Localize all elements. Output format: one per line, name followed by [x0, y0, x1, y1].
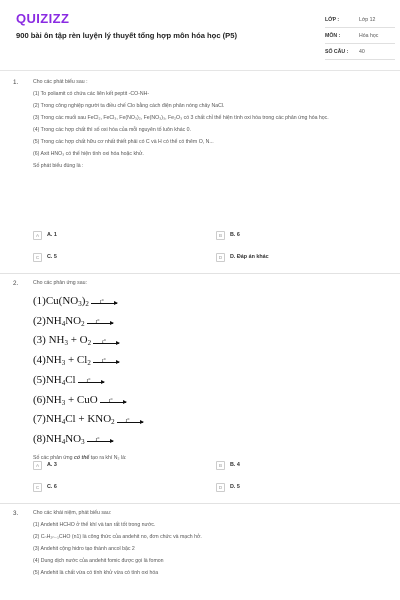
option-checkbox[interactable]: A [33, 461, 42, 470]
reaction-reactants [33, 313, 85, 333]
option-b[interactable] [216, 229, 240, 241]
option-label: D. Đáp án khác [230, 254, 269, 260]
subscript: 3 [64, 339, 68, 348]
reaction-arrow-icon [117, 417, 143, 424]
meta-row-count [325, 44, 395, 60]
reaction-reactants [33, 392, 98, 412]
subscript: 2 [85, 300, 89, 308]
reaction-part: (1)Cu(NO [33, 295, 79, 307]
reaction-line [33, 293, 388, 313]
subscript: 4 [61, 378, 66, 387]
subscript: 2 [87, 339, 92, 348]
option-checkbox[interactable]: B [216, 231, 225, 240]
reaction-arrow-icon [93, 358, 119, 365]
statement: (2) Trong công nghiệp người ta điều chế Clo bằng cách điện phân nóng chảy NaCl. [33, 103, 225, 109]
reaction-part: (3) NH [33, 334, 65, 347]
question-body [33, 280, 388, 467]
reaction-part: NO [65, 432, 82, 445]
heat-label: t° [108, 397, 113, 404]
statement: (3) Trong các muối sau FeCl₂, FeCl₃, Fe(NO₃)₂, Fe(NO₃)₃, Fe₂O₃ có 3 chất chỉ thể hiện tính oxi hóa trong các phản ứng hóa học. [33, 115, 329, 121]
reaction-line [33, 411, 388, 431]
option-checkbox[interactable]: C [33, 483, 42, 492]
question-prompt: Cho các phản ứng sau: [33, 280, 87, 286]
question-number: 2. [13, 280, 19, 287]
meta-value: Hóa học [359, 32, 379, 39]
option-d[interactable] [216, 251, 269, 263]
meta-row-class [325, 12, 395, 28]
subscript: 2 [111, 418, 115, 427]
reaction-part: (2)NH [33, 314, 62, 327]
reaction-line [33, 392, 388, 412]
divider [0, 273, 400, 274]
option-checkbox[interactable]: B [216, 461, 225, 470]
reaction-part: Cl [65, 373, 76, 386]
reaction-part: ) [81, 295, 86, 307]
reaction-reactants [33, 411, 115, 431]
heat-label: t° [125, 417, 130, 424]
option-a[interactable] [33, 459, 57, 471]
meta-label: SỐ CÂU : [325, 48, 349, 55]
subscript: 3 [78, 300, 82, 308]
reaction-arrow-icon [100, 397, 126, 404]
heat-label: t° [95, 319, 100, 326]
option-label: C. 5 [47, 254, 57, 260]
reaction-arrow-icon [87, 437, 113, 444]
subscript: 3 [81, 437, 85, 446]
heat-label: t° [102, 338, 106, 345]
subscript: 2 [87, 359, 91, 368]
option-c[interactable] [33, 251, 57, 263]
reaction-part: (8)NH [33, 432, 62, 445]
reaction-part: + CuO [65, 393, 98, 406]
reaction-reactants [33, 431, 85, 451]
option-c[interactable] [33, 481, 57, 493]
worksheet-meta [325, 12, 395, 60]
question-ask-pre: Số các phản ứng [33, 454, 74, 461]
reaction-part: + O [67, 334, 88, 347]
reaction-part: + Cl [65, 354, 88, 367]
statement: (5) Trong các hợp chất hữu cơ nhất thiết phải có C và H có thể có thêm O, N... [33, 139, 214, 145]
subscript: 4 [61, 418, 66, 427]
heat-label: t° [95, 437, 100, 444]
divider [0, 503, 400, 504]
reaction-part: (4)NH [33, 354, 62, 367]
reaction-part: Cl + KNO [65, 413, 112, 426]
statement: (5) Andehit là chất vừa có tính khử vừa có tính oxi hóa [33, 570, 159, 576]
subscript: 3 [61, 398, 66, 407]
option-checkbox[interactable]: D [216, 483, 225, 492]
reaction-part: (5)NH [33, 373, 62, 386]
reaction-line [33, 313, 388, 333]
option-label: B. 6 [230, 232, 240, 238]
reaction-reactants [33, 352, 91, 372]
statement: (2) CₙH₂ₙ₋₁CHO (n1) là công thức của andehit no, đơn chức và mạch hở. [33, 534, 202, 540]
meta-label: MÔN : [325, 32, 341, 39]
question-body [33, 510, 388, 582]
statement: (3) Andehit cộng hidro tạo thành ancol bậc 2 [33, 546, 135, 552]
question-body [33, 79, 388, 175]
option-label: B. 4 [230, 462, 240, 468]
reaction-line [33, 352, 388, 372]
reaction-reactants [33, 332, 91, 352]
question-prompt: Cho các khái niệm, phát biểu sau: [33, 510, 112, 516]
reaction-line [33, 372, 388, 392]
subscript: 2 [81, 319, 85, 328]
option-label: D. 5 [230, 484, 240, 490]
option-label: A. 3 [47, 462, 57, 468]
option-checkbox[interactable]: D [216, 253, 225, 262]
heat-label: t° [101, 358, 106, 365]
reaction-reactants [33, 372, 76, 392]
reaction-part: NO [65, 314, 82, 327]
reaction-line [33, 332, 388, 352]
subscript: 3 [61, 359, 66, 368]
reaction-arrow-icon [78, 378, 104, 385]
meta-label: LỚP : [325, 16, 340, 23]
option-d[interactable] [216, 481, 240, 493]
heat-label: t° [86, 378, 91, 385]
reaction-part: (6)NH [33, 393, 62, 406]
reaction-reactants [33, 293, 89, 313]
question-ask: Số phát biểu đúng là : [33, 163, 84, 169]
worksheet-title: 900 bài ôn tập rèn luyện lý thuyết tổng hợp môn hóa học (P5) [16, 31, 237, 40]
meta-row-subject [325, 28, 395, 44]
quizizz-logo[interactable]: QUIZIZZ [16, 11, 70, 26]
option-a[interactable] [33, 229, 57, 241]
worksheet-header [0, 0, 400, 71]
subscript: 4 [61, 319, 66, 328]
reaction-line [33, 431, 388, 451]
statement: (1) Andehit HCHO ở thể khí và tan rất tốt trong nước. [33, 522, 156, 528]
reaction-arrow-icon [87, 319, 113, 326]
statement: (4) Trong các hợp chất thì số oxi hóa của mỗi nguyên tố luôn khác 0. [33, 127, 191, 133]
statement: (4) Dung dịch nước của andehit fomic được gọi là fomon [33, 558, 164, 564]
subscript: 4 [61, 437, 66, 446]
reaction-part: (7)NH [33, 413, 62, 426]
question-number: 3. [13, 510, 19, 517]
meta-value: 40 [359, 48, 365, 55]
question-ask-post: tạo ra khí N₂ là: [89, 454, 127, 461]
question-prompt: Cho các phát biểu sau : [33, 79, 88, 85]
reaction-arrow-icon [91, 299, 117, 306]
option-b[interactable] [216, 459, 240, 471]
option-checkbox[interactable]: C [33, 253, 42, 262]
statement: (1) To poliamit có chứa các liên kết peptit -CO-NH- [33, 91, 150, 97]
statement: (6) Axit HNO₃ có thể hiện tính oxi hóa hoặc khử. [33, 151, 144, 157]
reaction-list [33, 293, 388, 451]
reaction-arrow-icon [93, 338, 119, 345]
question-number: 1. [13, 79, 19, 86]
question-ask-emphasis: có thể [73, 454, 90, 461]
option-checkbox[interactable]: A [33, 231, 42, 240]
question-ask [33, 455, 388, 462]
heat-label: t° [99, 299, 104, 306]
option-label: C. 6 [47, 484, 57, 490]
option-label: A. 1 [47, 232, 57, 238]
meta-value: Lớp 12 [359, 16, 376, 23]
